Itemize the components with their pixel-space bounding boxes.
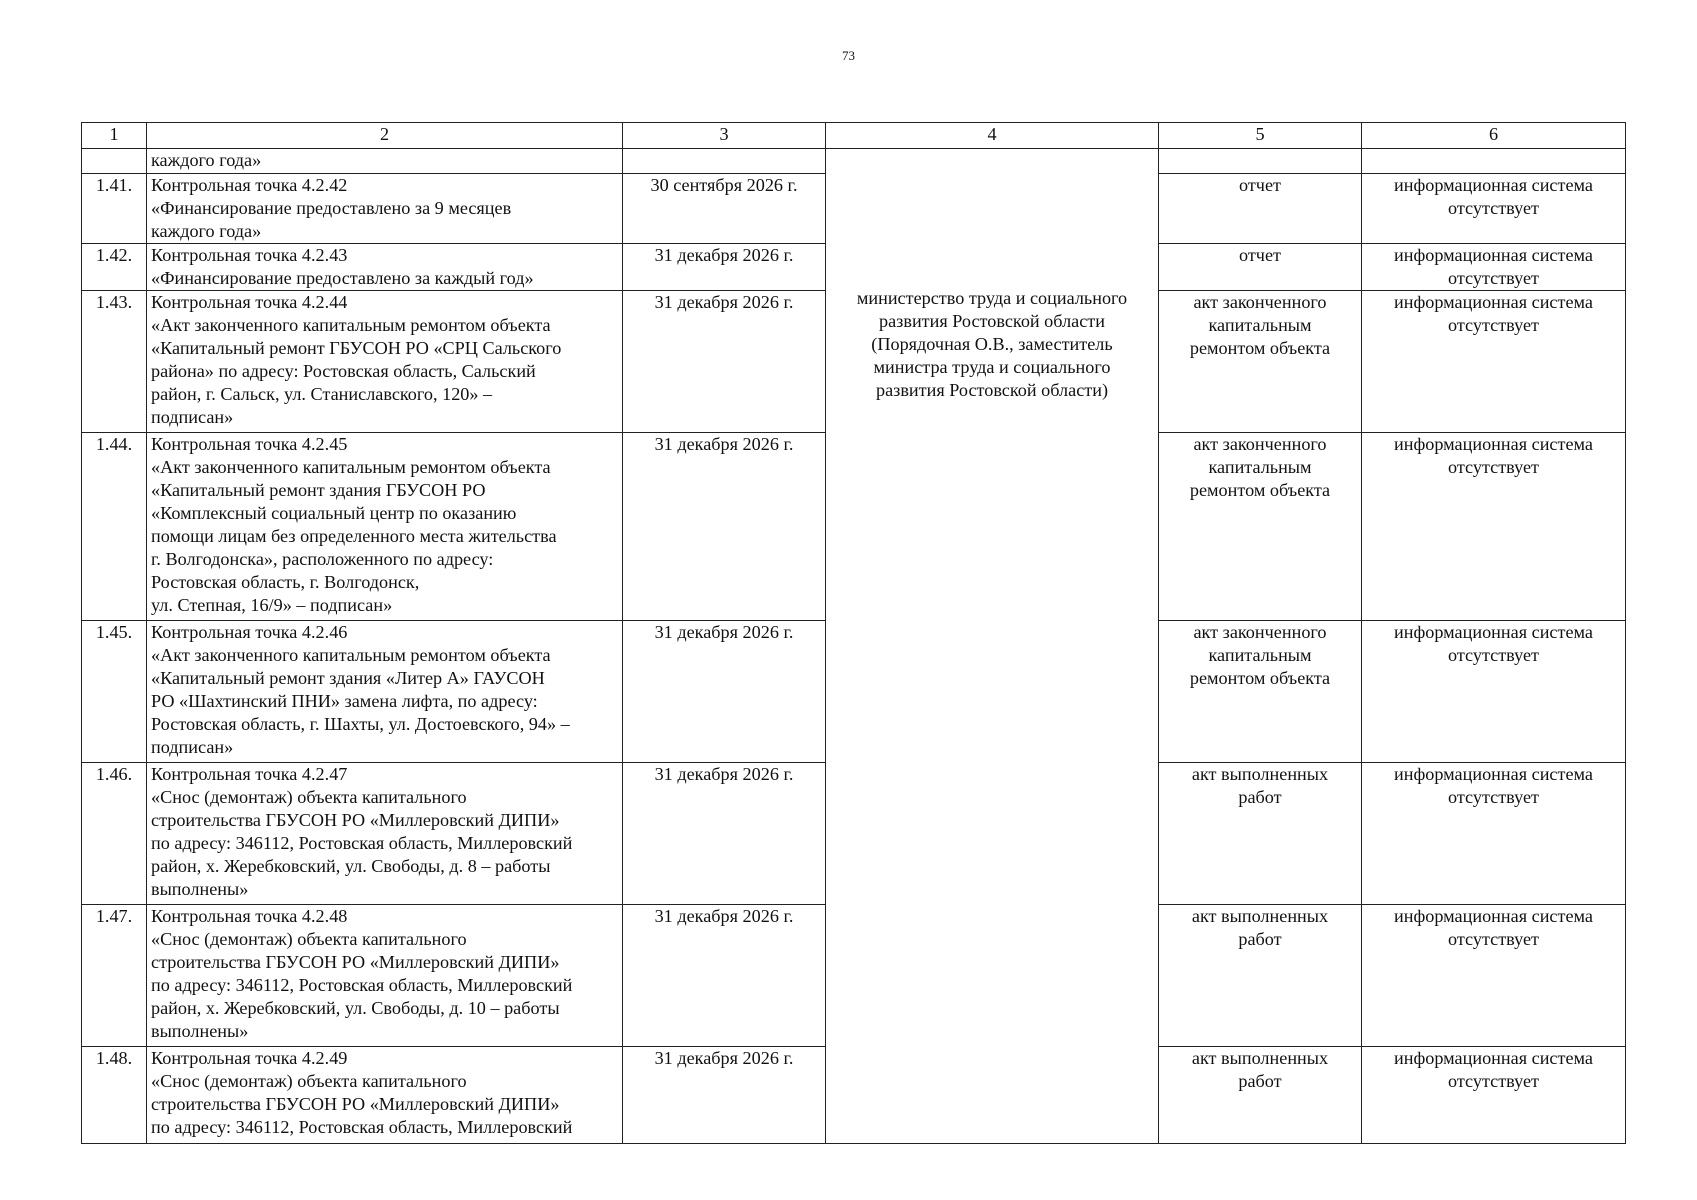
description-line: Контрольная точка 4.2.43 xyxy=(151,245,348,265)
description-line: район, х. Жеребковский, ул. Свободы, д. 10 – работы xyxy=(151,998,560,1018)
document-line: капитальным xyxy=(1208,315,1312,335)
system-line: информационная система xyxy=(1394,906,1593,926)
document-line: отчет xyxy=(1239,175,1281,195)
description-cell xyxy=(147,1047,623,1144)
date-cell: 31 декабря 2026 г. xyxy=(623,1047,826,1144)
responsible-line: (Порядочная О.В., заместитель xyxy=(871,334,1113,354)
document-line: акт законченного xyxy=(1193,622,1327,642)
document-line: акт выполненных xyxy=(1191,764,1329,784)
row-number: 1.43. xyxy=(82,291,147,433)
description-line: подписан» xyxy=(151,737,234,757)
date-cell: 30 сентября 2026 г. xyxy=(623,174,826,244)
responsible-line: министерство труда и социального xyxy=(856,288,1128,308)
description-line: район, х. Жеребковский, ул. Свободы, д. 8 – работы xyxy=(151,856,551,876)
description-cell xyxy=(147,433,623,621)
description-line: Контрольная точка 4.2.45 xyxy=(151,434,348,454)
description-cell xyxy=(147,905,623,1047)
description-line: «Финансирование предоставлено за 9 месяцев xyxy=(151,198,512,218)
document-line: капитальным xyxy=(1208,457,1312,477)
document-line: акт законченного xyxy=(1193,292,1327,312)
system-cell xyxy=(1362,763,1626,905)
row-number: 1.41. xyxy=(82,174,147,244)
control-points-table xyxy=(81,122,1626,1144)
system-cell xyxy=(1362,1047,1626,1144)
description-line: Контрольная точка 4.2.44 xyxy=(151,292,348,312)
date-cell: 31 декабря 2026 г. xyxy=(623,433,826,621)
description-cell xyxy=(147,621,623,763)
column-header: 5 xyxy=(1159,123,1362,149)
column-header: 2 xyxy=(147,123,623,149)
document-line: капитальным xyxy=(1208,645,1312,665)
description-line: выполнены» xyxy=(151,1021,249,1041)
document-line: ремонтом объекта xyxy=(1189,480,1331,500)
description-line: выполнены» xyxy=(151,879,249,899)
responsible-line: развития Ростовской области xyxy=(879,311,1105,331)
system-cell xyxy=(1362,621,1626,763)
date-cell: 31 декабря 2026 г. xyxy=(623,621,826,763)
responsible-line: развития Ростовской области) xyxy=(875,380,1109,400)
responsible-text xyxy=(830,149,1154,402)
document-cell xyxy=(1159,763,1362,905)
continuation-row xyxy=(82,149,1626,174)
system-line: отсутствует xyxy=(1448,198,1539,218)
description-line: «Акт законченного капитальным ремонтом объекта xyxy=(151,457,551,477)
document-cell xyxy=(1159,1047,1362,1144)
system-line: отсутствует xyxy=(1448,787,1539,807)
system-line: информационная система xyxy=(1394,764,1593,784)
description-line: «Снос (демонтаж) объекта капитального xyxy=(151,787,467,807)
description-line: района» по адресу: Ростовская область, Сальский xyxy=(151,361,536,381)
description-cell: каждого года» xyxy=(147,149,623,174)
system-line: отсутствует xyxy=(1448,315,1539,335)
description-line: «Комплексный социальный центр по оказанию xyxy=(151,503,517,523)
column-header: 3 xyxy=(623,123,826,149)
document-line: отчет xyxy=(1239,245,1281,265)
document-cell xyxy=(1159,905,1362,1047)
description-line: Ростовская область, г. Шахты, ул. Достоевского, 94» – xyxy=(151,714,570,734)
system-line: информационная система xyxy=(1394,1048,1593,1068)
system-line: отсутствует xyxy=(1448,929,1539,949)
date-cell: 31 декабря 2026 г. xyxy=(623,905,826,1047)
document-line: акт выполненных xyxy=(1191,906,1329,926)
date-cell xyxy=(623,149,826,174)
description-line: «Капитальный ремонт здания ГБУСОН РО xyxy=(151,480,486,500)
date-cell: 31 декабря 2026 г. xyxy=(623,244,826,291)
system-cell xyxy=(1362,291,1626,433)
document-cell xyxy=(1159,291,1362,433)
description-line: подписан» xyxy=(151,407,234,427)
document-cell xyxy=(1159,244,1362,291)
column-header: 1 xyxy=(82,123,147,149)
description-line: г. Волгодонска», расположенного по адресу: xyxy=(151,549,494,569)
description-cell xyxy=(147,174,623,244)
description-line: Контрольная точка 4.2.49 xyxy=(151,1048,348,1068)
document-line: акт законченного xyxy=(1193,434,1327,454)
description-line: строительства ГБУСОН РО «Миллеровский ДИПИ» xyxy=(151,952,560,972)
description-line: по адресу: 346112, Ростовская область, Миллеровский xyxy=(151,833,573,853)
description-line: по адресу: 346112, Ростовская область, Миллеровский xyxy=(151,1117,573,1137)
system-line: информационная система xyxy=(1394,434,1593,454)
document-line: работ xyxy=(1238,1071,1282,1091)
description-line: «Акт законченного капитальным ремонтом объекта xyxy=(151,645,551,665)
system-line: информационная система xyxy=(1394,622,1593,642)
row-number: 1.44. xyxy=(82,433,147,621)
document-line: работ xyxy=(1238,787,1282,807)
description-line: Контрольная точка 4.2.47 xyxy=(151,764,348,784)
row-number: 1.47. xyxy=(82,905,147,1047)
date-cell: 31 декабря 2026 г. xyxy=(623,291,826,433)
system-line: информационная система xyxy=(1394,292,1593,312)
description-cell xyxy=(147,291,623,433)
description-line: строительства ГБУСОН РО «Миллеровский ДИПИ» xyxy=(151,1094,560,1114)
description-line: «Снос (демонтаж) объекта капитального xyxy=(151,1071,467,1091)
description-line: Ростовская область, г. Волгодонск, xyxy=(151,572,420,592)
description-line: строительства ГБУСОН РО «Миллеровский ДИПИ» xyxy=(151,810,560,830)
system-cell xyxy=(1362,433,1626,621)
description-cell xyxy=(147,763,623,905)
description-line: «Капитальный ремонт ГБУСОН РО «СРЦ Сальского xyxy=(151,338,562,358)
description-line: по адресу: 346112, Ростовская область, Миллеровский xyxy=(151,975,573,995)
responsible-cell xyxy=(826,149,1159,1144)
system-cell xyxy=(1362,149,1626,174)
description-line: район, г. Сальск, ул. Станиславского, 120» – xyxy=(151,384,493,404)
document-line: ремонтом объекта xyxy=(1189,338,1331,358)
document-line: работ xyxy=(1238,929,1282,949)
system-line: отсутствует xyxy=(1448,268,1539,288)
number-cell xyxy=(82,149,147,174)
system-line: отсутствует xyxy=(1448,1071,1539,1091)
header-row xyxy=(82,123,1626,149)
page-number: 73 xyxy=(842,48,855,63)
description-line: «Снос (демонтаж) объекта капитального xyxy=(151,929,467,949)
description-line: Контрольная точка 4.2.42 xyxy=(151,175,348,195)
description-line: «Финансирование предоставлено за каждый год» xyxy=(151,268,534,288)
document-line: ремонтом объекта xyxy=(1189,668,1331,688)
row-number: 1.46. xyxy=(82,763,147,905)
row-number: 1.42. xyxy=(82,244,147,291)
system-line: информационная система xyxy=(1394,245,1593,265)
description-line: ул. Степная, 16/9» – подписан» xyxy=(151,595,393,615)
description-cell xyxy=(147,244,623,291)
description-line: Контрольная точка 4.2.46 xyxy=(151,622,348,642)
description-line: каждого года» xyxy=(151,221,262,241)
document-cell xyxy=(1159,149,1362,174)
row-number: 1.45. xyxy=(82,621,147,763)
responsible-line: министра труда и социального xyxy=(873,357,1111,377)
system-line: отсутствует xyxy=(1448,645,1539,665)
description-line: Контрольная точка 4.2.48 xyxy=(151,906,348,926)
system-cell xyxy=(1362,244,1626,291)
system-line: отсутствует xyxy=(1448,457,1539,477)
document-cell xyxy=(1159,621,1362,763)
document-cell xyxy=(1159,174,1362,244)
column-header: 6 xyxy=(1362,123,1626,149)
system-cell xyxy=(1362,905,1626,1047)
system-line: информационная система xyxy=(1394,175,1593,195)
column-header: 4 xyxy=(826,123,1159,149)
row-number: 1.48. xyxy=(82,1047,147,1144)
system-cell xyxy=(1362,174,1626,244)
description-line: «Капитальный ремонт здания «Литер А» ГАУСОН xyxy=(151,668,545,688)
description-line: помощи лицам без определенного места жительства xyxy=(151,526,557,546)
date-cell: 31 декабря 2026 г. xyxy=(623,763,826,905)
description-line: «Акт законченного капитальным ремонтом объекта xyxy=(151,315,551,335)
document-cell xyxy=(1159,433,1362,621)
description-line: РО «Шахтинский ПНИ» замена лифта, по адресу: xyxy=(151,691,538,711)
document-line: акт выполненных xyxy=(1191,1048,1329,1068)
